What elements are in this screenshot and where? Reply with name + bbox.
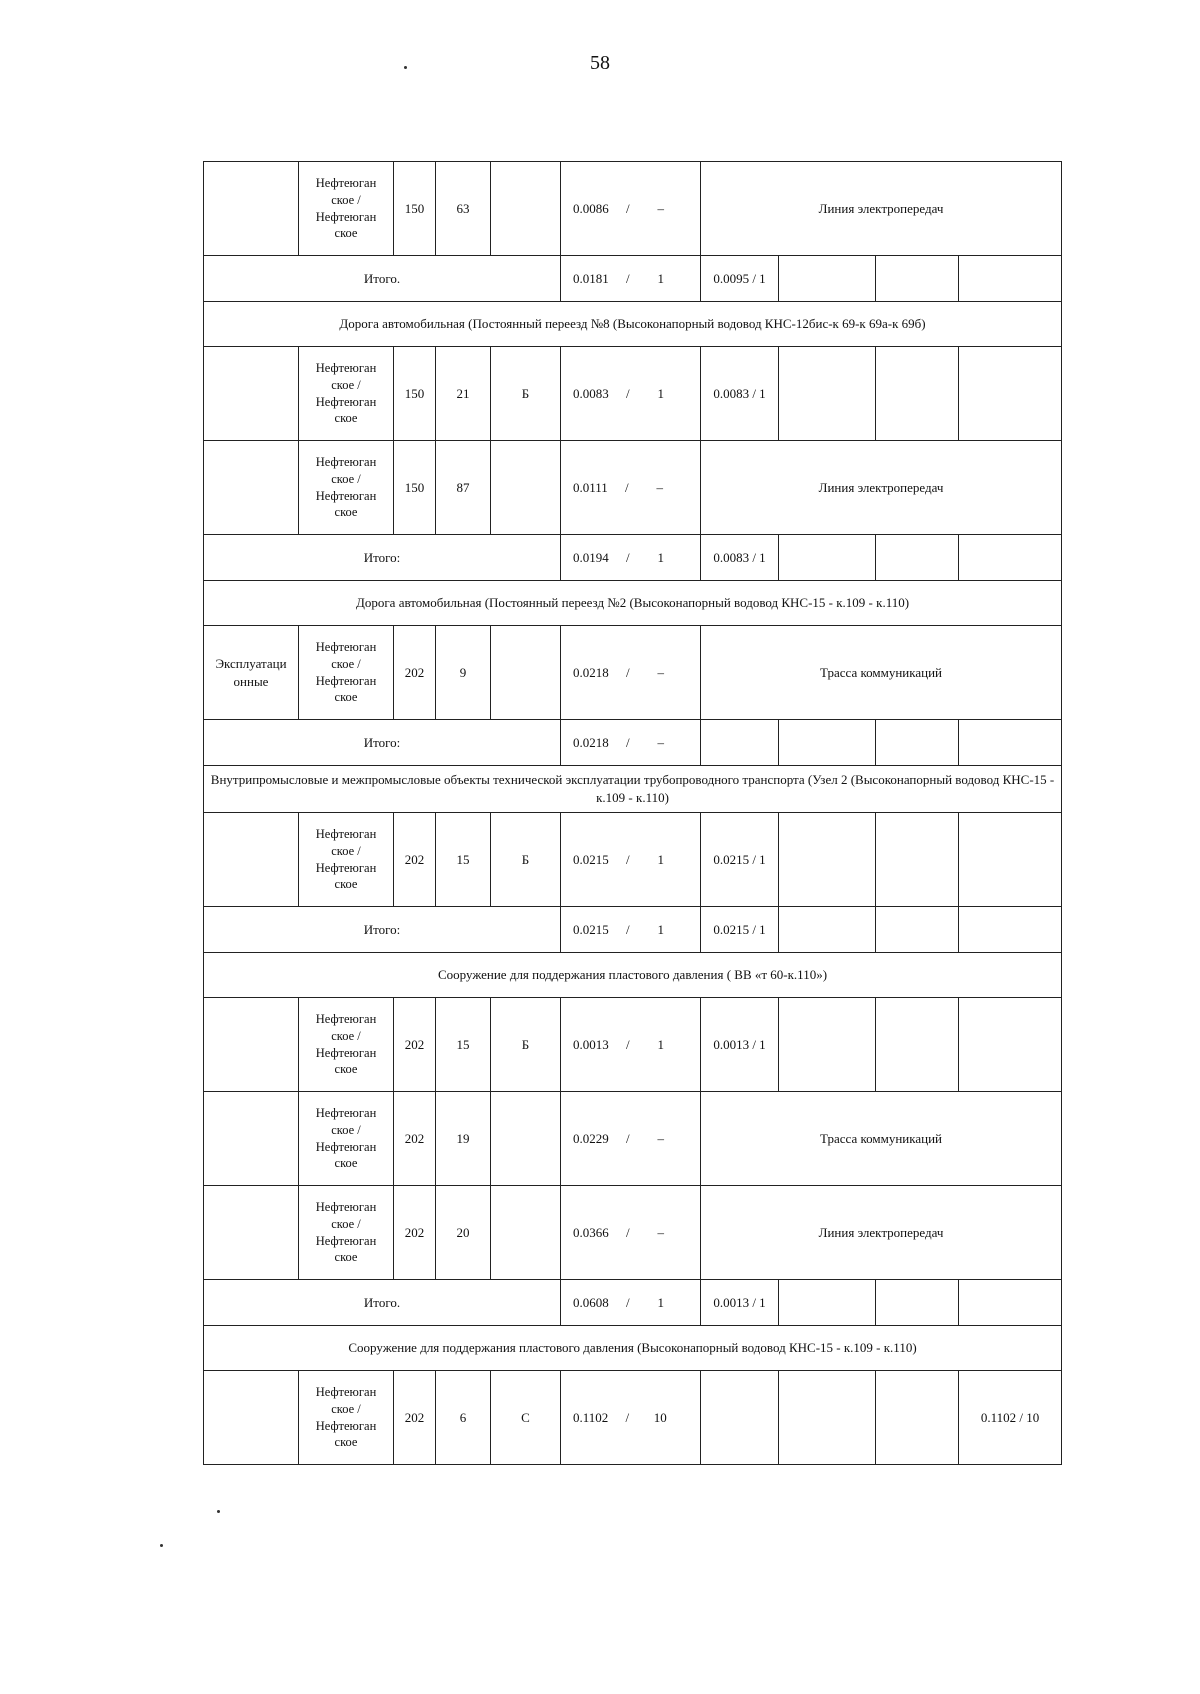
table-row	[204, 813, 1062, 907]
number-cell: 15	[436, 813, 491, 907]
category-cell	[204, 998, 299, 1092]
total-label: Итого:	[204, 720, 561, 766]
number-cell: 9	[436, 626, 491, 720]
value-cell-1: 0.0215 / 1	[701, 813, 779, 907]
purpose-note: Линия электропередач	[701, 441, 1062, 535]
table-row	[204, 626, 1062, 720]
land-line: ское /	[331, 843, 361, 858]
total-value-1	[701, 720, 779, 766]
area-separator: /	[625, 549, 630, 565]
table-row	[204, 1186, 1062, 1280]
land-line: ское	[334, 877, 358, 892]
code-cell: 202	[394, 626, 436, 720]
total-value-2	[779, 720, 876, 766]
value-cell-2	[779, 813, 876, 907]
table-body	[204, 162, 1062, 1465]
area-separator: /	[625, 664, 630, 680]
total-value-4	[959, 256, 1062, 302]
total-value-3	[876, 535, 959, 581]
area-value: 0.0215	[573, 851, 609, 867]
area-cell	[561, 626, 701, 720]
total-value-1: 0.0095 / 1	[701, 256, 779, 302]
land-line: ское	[334, 1062, 358, 1077]
land-line: Нефтеюган	[315, 1199, 377, 1214]
table-row	[204, 441, 1062, 535]
code-cell: 150	[394, 441, 436, 535]
section-heading: Сооружение для поддержания пластового давления ( ВВ «т 60-к.110»)	[204, 953, 1062, 998]
total-value-4	[959, 907, 1062, 953]
total-value-3	[876, 1280, 959, 1326]
area-value: 0.0215	[573, 921, 609, 937]
code-cell: 150	[394, 347, 436, 441]
class-cell	[491, 162, 561, 256]
count-value: –	[657, 1224, 664, 1240]
total-area-cell	[561, 1280, 701, 1326]
value-cell-3	[876, 998, 959, 1092]
land-line: ское /	[331, 1216, 361, 1231]
count-value: 1	[657, 1294, 664, 1310]
land-line: ское /	[331, 471, 361, 486]
table-row	[204, 1371, 1062, 1465]
land-line: Нефтеюган	[315, 1139, 377, 1154]
land-line: ское /	[331, 192, 361, 207]
page-number: 58	[590, 52, 610, 74]
land-line: ское /	[331, 377, 361, 392]
code-cell: 202	[394, 998, 436, 1092]
area-cell	[561, 1092, 701, 1186]
land-line: ское /	[331, 656, 361, 671]
land-line: ское /	[331, 1122, 361, 1137]
section-heading: Дорога автомобильная (Постоянный переезд №8 (Высоконапорный водовод КНС-12бис-к 69-к 69а-к 69б)	[204, 302, 1062, 347]
total-value-3	[876, 720, 959, 766]
total-row	[204, 1280, 1062, 1326]
area-cell	[561, 1186, 701, 1280]
total-value-3	[876, 256, 959, 302]
land-line: Нефтеюган	[315, 175, 377, 190]
land-cell	[299, 162, 394, 256]
number-cell: 20	[436, 1186, 491, 1280]
category-cell	[204, 441, 299, 535]
total-row	[204, 256, 1062, 302]
total-label: Итого:	[204, 535, 561, 581]
land-line: ское	[334, 1250, 358, 1265]
value-cell-3	[876, 347, 959, 441]
total-area-cell	[561, 535, 701, 581]
category-cell	[204, 347, 299, 441]
table-row	[204, 162, 1062, 256]
land-line: Нефтеюган	[315, 826, 377, 841]
purpose-note: Трасса коммуникаций	[701, 626, 1062, 720]
land-line: Нефтеюган	[315, 394, 377, 409]
land-line: Нефтеюган	[315, 860, 377, 875]
area-separator: /	[625, 1130, 630, 1146]
land-line: ское /	[331, 1401, 361, 1416]
count-value: 1	[657, 270, 664, 286]
area-value: 0.0229	[573, 1130, 609, 1146]
area-value: 0.1102	[573, 1409, 609, 1425]
purpose-note: Линия электропередач	[701, 162, 1062, 256]
total-value-4	[959, 720, 1062, 766]
code-cell: 202	[394, 1092, 436, 1186]
class-cell: Б	[491, 998, 561, 1092]
land-cell	[299, 626, 394, 720]
value-cell-4	[959, 998, 1062, 1092]
scan-dot	[160, 1544, 163, 1547]
section-heading-row	[204, 302, 1062, 347]
area-cell	[561, 441, 701, 535]
category-cell: Эксплуатаци онные	[204, 626, 299, 720]
land-line: Нефтеюган	[315, 639, 377, 654]
section-heading: Дорога автомобильная (Постоянный переезд №2 (Высоконапорный водовод КНС-15 - к.109 - к.110)	[204, 581, 1062, 626]
class-cell	[491, 626, 561, 720]
land-line: Нефтеюган	[315, 673, 377, 688]
purpose-note: Трасса коммуникаций	[701, 1092, 1062, 1186]
land-plot-table	[203, 161, 1062, 1465]
area-cell	[561, 813, 701, 907]
land-line: ское	[334, 1156, 358, 1171]
land-line: Нефтеюган	[315, 360, 377, 375]
value-cell-2	[779, 998, 876, 1092]
land-line: Нефтеюган	[315, 1011, 377, 1026]
area-value: 0.0608	[573, 1294, 609, 1310]
count-value: 1	[657, 921, 664, 937]
total-value-4	[959, 535, 1062, 581]
code-cell: 202	[394, 1186, 436, 1280]
section-heading-row	[204, 1326, 1062, 1371]
total-label: Итого:	[204, 907, 561, 953]
number-cell: 63	[436, 162, 491, 256]
area-separator: /	[625, 921, 630, 937]
total-value-2	[779, 907, 876, 953]
count-value: –	[656, 479, 664, 495]
land-line: ское /	[331, 1028, 361, 1043]
total-value-3	[876, 907, 959, 953]
value-cell-4	[959, 813, 1062, 907]
count-value: 10	[653, 1409, 667, 1425]
area-value: 0.0111	[573, 479, 608, 495]
area-value: 0.0366	[573, 1224, 609, 1240]
area-value: 0.0194	[573, 549, 609, 565]
land-cell	[299, 1092, 394, 1186]
value-cell-1	[701, 1371, 779, 1465]
section-heading-row	[204, 953, 1062, 998]
count-value: 1	[657, 1036, 664, 1052]
scan-dot	[404, 66, 407, 69]
section-heading: Сооружение для поддержания пластового давления (Высоконапорный водовод КНС-15 - к.109 - к.110)	[204, 1326, 1062, 1371]
count-value: –	[657, 200, 664, 216]
total-row	[204, 907, 1062, 953]
area-value: 0.0218	[573, 664, 609, 680]
total-area-cell	[561, 907, 701, 953]
total-label: Итого.	[204, 256, 561, 302]
area-separator: /	[625, 1036, 630, 1052]
total-value-4	[959, 1280, 1062, 1326]
total-value-2	[779, 256, 876, 302]
area-separator: /	[625, 385, 630, 401]
number-cell: 6	[436, 1371, 491, 1465]
number-cell: 87	[436, 441, 491, 535]
value-cell-4	[959, 347, 1062, 441]
area-value: 0.0218	[573, 734, 609, 750]
value-cell-3	[876, 1371, 959, 1465]
area-separator: /	[625, 200, 630, 216]
class-cell: Б	[491, 347, 561, 441]
code-cell: 150	[394, 162, 436, 256]
area-separator: /	[625, 734, 630, 750]
count-value: –	[657, 734, 664, 750]
code-cell: 202	[394, 1371, 436, 1465]
land-line: ское	[334, 505, 358, 520]
land-cell	[299, 998, 394, 1092]
class-cell: С	[491, 1371, 561, 1465]
land-line: Нефтеюган	[315, 1233, 377, 1248]
category-cell	[204, 1371, 299, 1465]
section-heading-row	[204, 766, 1062, 813]
land-line: Нефтеюган	[315, 209, 377, 224]
total-area-cell	[561, 256, 701, 302]
total-label: Итого.	[204, 1280, 561, 1326]
number-cell: 19	[436, 1092, 491, 1186]
area-separator: /	[625, 1224, 630, 1240]
area-separator: /	[624, 479, 629, 495]
category-cell	[204, 162, 299, 256]
land-line: ское	[334, 1435, 358, 1450]
area-value: 0.0086	[573, 200, 609, 216]
land-line: Нефтеюган	[315, 1105, 377, 1120]
number-cell: 15	[436, 998, 491, 1092]
land-line: ское	[334, 411, 358, 426]
area-separator: /	[625, 851, 630, 867]
land-cell	[299, 441, 394, 535]
value-cell-4: 0.1102 / 10	[959, 1371, 1062, 1465]
purpose-note: Линия электропередач	[701, 1186, 1062, 1280]
area-cell	[561, 998, 701, 1092]
land-cell	[299, 1186, 394, 1280]
land-line: ское	[334, 226, 358, 241]
land-cell	[299, 813, 394, 907]
total-value-2	[779, 1280, 876, 1326]
total-value-1: 0.0013 / 1	[701, 1280, 779, 1326]
class-cell	[491, 1092, 561, 1186]
table-row	[204, 1092, 1062, 1186]
area-value: 0.0083	[573, 385, 609, 401]
count-value: 1	[657, 385, 664, 401]
total-value-1: 0.0215 / 1	[701, 907, 779, 953]
area-separator: /	[625, 1294, 630, 1310]
table-row	[204, 998, 1062, 1092]
total-row	[204, 535, 1062, 581]
count-value: –	[657, 664, 664, 680]
land-line: Нефтеюган	[315, 454, 377, 469]
count-value: 1	[657, 851, 664, 867]
value-cell-1: 0.0083 / 1	[701, 347, 779, 441]
land-line: Нефтеюган	[315, 1418, 377, 1433]
section-heading: Внутрипромысловые и межпромысловые объекты технической эксплуатации трубопроводного транспорта (Узел 2 (Высоконапорный водовод КНС-15 - к.109 - к.110)	[204, 766, 1062, 813]
count-value: –	[657, 1130, 664, 1146]
area-cell	[561, 162, 701, 256]
area-separator: /	[625, 1409, 630, 1425]
count-value: 1	[657, 549, 664, 565]
area-cell	[561, 1371, 701, 1465]
table-row	[204, 347, 1062, 441]
category-cell	[204, 1186, 299, 1280]
area-cell	[561, 347, 701, 441]
class-cell	[491, 441, 561, 535]
value-cell-3	[876, 813, 959, 907]
total-value-1: 0.0083 / 1	[701, 535, 779, 581]
value-cell-1: 0.0013 / 1	[701, 998, 779, 1092]
class-cell	[491, 1186, 561, 1280]
section-heading-row	[204, 581, 1062, 626]
land-line: ское	[334, 690, 358, 705]
area-value: 0.0013	[573, 1036, 609, 1052]
total-value-2	[779, 535, 876, 581]
value-cell-2	[779, 347, 876, 441]
scan-dot	[217, 1510, 220, 1513]
area-separator: /	[625, 270, 630, 286]
category-cell	[204, 1092, 299, 1186]
area-value: 0.0181	[573, 270, 609, 286]
code-cell: 202	[394, 813, 436, 907]
land-line: Нефтеюган	[315, 488, 377, 503]
number-cell: 21	[436, 347, 491, 441]
land-line: Нефтеюган	[315, 1045, 377, 1060]
total-row	[204, 720, 1062, 766]
class-cell: Б	[491, 813, 561, 907]
category-cell	[204, 813, 299, 907]
total-area-cell	[561, 720, 701, 766]
land-line: Нефтеюган	[315, 1384, 377, 1399]
land-cell	[299, 347, 394, 441]
land-cell	[299, 1371, 394, 1465]
value-cell-2	[779, 1371, 876, 1465]
